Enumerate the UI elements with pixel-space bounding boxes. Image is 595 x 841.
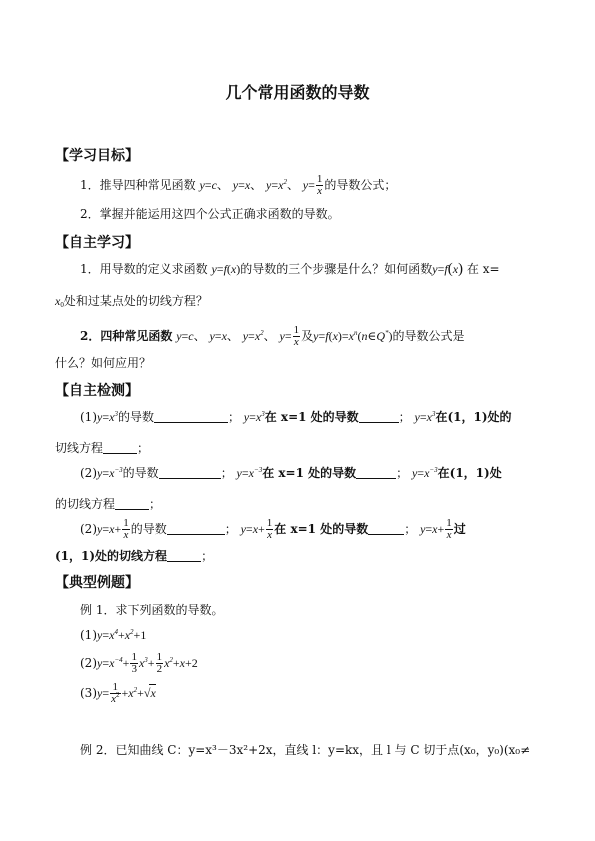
test-3-text-c: 在 x=1 处的导数 — [274, 522, 369, 536]
goal-1-suffix: 的导数公式； — [324, 178, 397, 192]
q1-text-d: x= — [482, 262, 500, 276]
answer-blank[interactable] — [115, 497, 149, 510]
section-heading-goals: 【学习目标】 — [55, 148, 139, 164]
study-q1-line1: 1．用导数的定义求函数 y=f(x)的导数的三个步骤是什么？如何函数y=f(x) 在 x= — [80, 261, 500, 277]
answer-blank[interactable] — [159, 466, 221, 479]
test-3-text-d: 过 — [453, 522, 466, 536]
separator: ； — [220, 466, 233, 480]
test-2-text-d: 在(1，1)处 — [437, 466, 502, 480]
study-q2-line1: 2．四种常见函数 y=c、 y=x、 $y=x^2$、 y= $\frac{1}{x}$ 及$y=f(x)=x^n(n\in Q^*)$的导数公式是 — [80, 324, 465, 348]
answer-blank[interactable] — [154, 410, 228, 423]
example-1: 例 1．求下列函数的导数。 — [80, 603, 224, 617]
q2-text-a: 2．四种常见函数 — [80, 329, 173, 343]
separator: ； — [224, 522, 237, 536]
test-3-text-b: 的导数 — [130, 522, 167, 536]
separator: ； — [201, 549, 214, 563]
test-line-1: $(1)y=x^3$的导数 ； $y=x^3$在 x=1 处的导数 ； $y=x^3$在(1，1)处的 — [80, 410, 512, 424]
item-3-label: (3) — [80, 686, 97, 700]
test-2-text-e: 的切线方程 — [55, 497, 116, 511]
q2-text-c: 的导数公式是 — [392, 329, 465, 343]
goal-2: 2．掌握并能运用这四个公式正确求函数的导数。 — [80, 207, 340, 221]
answer-blank[interactable] — [167, 522, 225, 535]
test-2-text-c: 在 x=1 处的导数 — [262, 466, 357, 480]
study-q2-line2: 什么？如何应用？ — [55, 356, 152, 370]
item-1-label: (1) — [80, 628, 97, 642]
q2-text-b: 及 — [301, 329, 314, 343]
answer-blank[interactable] — [356, 466, 396, 479]
test-2-text-b: 的导数 — [122, 466, 159, 480]
test-3-text-e: (1，1)处的切线方程 — [55, 549, 168, 563]
section-heading-examples: 【典型例题】 — [55, 575, 139, 591]
test-3-label: (2) — [80, 522, 97, 536]
answer-blank[interactable] — [359, 410, 399, 423]
test-1-text-d: 在(1，1)处的 — [435, 410, 512, 424]
goal-1: 1．推导四种常见函数 y=c、 y=x、 $y=x^2$、 y= $\frac{1}{x}$ 的导数公式； — [80, 173, 397, 197]
separator: ； — [149, 497, 162, 511]
example-1-item-1: $(1)y=x^4+x^2+1$ — [80, 628, 147, 642]
answer-blank[interactable] — [368, 522, 404, 535]
test-line-1b — [55, 440, 149, 456]
test-1-text-c: 在 x=1 处的导数 — [264, 410, 359, 424]
section-heading-self-test: 【自主检测】 — [55, 383, 139, 399]
separator: ； — [404, 522, 417, 536]
study-q1-line2: $x_0$处和过某点处的切线方程？ — [55, 294, 208, 309]
page-title: 几个常用函数的导数 — [225, 83, 370, 102]
separator: ； — [227, 410, 240, 424]
example-2: 例 2．已知曲线 C：y=x³－3x²+2x，直线 l：y=kx，且 l 与 C 切于点(x₀，y₀)(x₀≠ — [80, 743, 531, 757]
test-line-2: $(2)y=x^{-3}$的导数 ； $y=x^{-3}$在 x=1 处的导数 ； $y=x^{-3}$在(1，1)处 — [80, 466, 502, 480]
separator: ； — [396, 466, 409, 480]
test-line-3: (2)y=x+ $\frac{1}{x}$ 的导数 ； y=x+ $\frac{1}{x}$ 在 x=1 处的导数 ； y=x+ $\frac{1}{x}$ 过 — [80, 517, 466, 541]
separator: ； — [398, 410, 411, 424]
example-1-item-3: (3)y= $\frac{1}{x^2}$ $+x^2+√x$ — [80, 681, 156, 705]
test-1-label: (1) — [80, 410, 97, 424]
q1-text-e: 处和过某点处的切线方程？ — [63, 294, 208, 308]
separator: ； — [137, 441, 150, 455]
test-1-text-b: 的导数 — [117, 410, 154, 424]
q1-text-c: 在 — [466, 262, 479, 276]
answer-blank[interactable] — [167, 549, 201, 562]
example-1-item-2: $(2)y=x^{-4}+$ $\frac{1}{3}$ $x^3+$ $\frac{1}{2}$ $x^2+x+2$ — [80, 651, 198, 675]
item-2-label: (2) — [80, 656, 97, 670]
test-2-label: (2) — [80, 466, 97, 480]
goal-1-prefix: 1．推导四种常见函数 — [80, 178, 196, 192]
test-line-2b — [55, 496, 161, 512]
test-line-3b — [55, 548, 213, 564]
section-heading-self-study: 【自主学习】 — [55, 235, 139, 251]
test-1-text-e: 切线方程 — [55, 441, 104, 455]
q1-text-a: 1．用导数的定义求函数 — [80, 262, 208, 276]
answer-blank[interactable] — [103, 441, 137, 454]
q1-text-b: 的导数的三个步骤是什么？如何函数 — [240, 262, 433, 276]
